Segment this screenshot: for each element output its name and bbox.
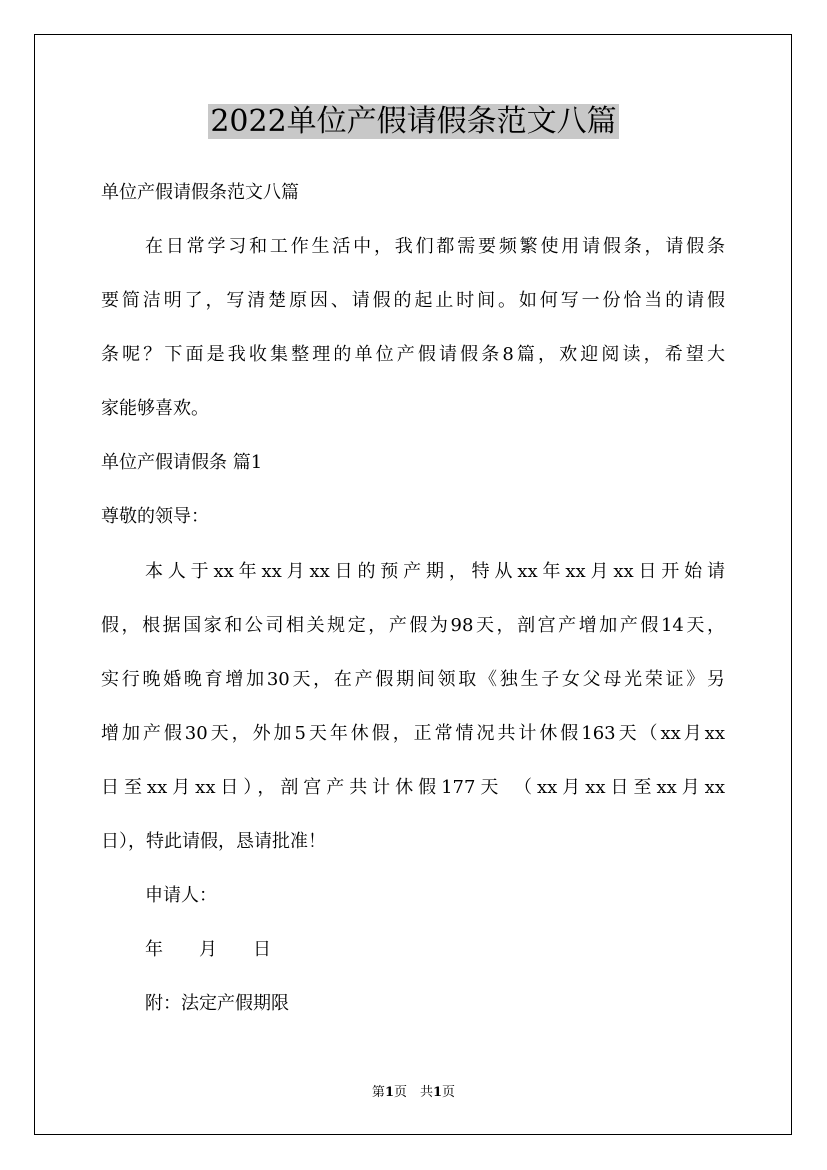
footer-suffix: 页 — [442, 1085, 456, 1100]
document-title-text: 2022单位产假请假条范文八篇 — [210, 104, 617, 139]
body-line-2: 假，根据国家和公司相关规定，产假为98天，剖宫产增加产假14天， — [101, 615, 725, 636]
footer-mid: 页 共 — [393, 1085, 433, 1100]
date-line: 年 月 日 — [145, 939, 271, 960]
body-line-6: 日），特此请假，恳请批准！ — [101, 831, 326, 852]
salutation: 尊敬的领导： — [101, 506, 209, 527]
document-subtitle: 单位产假请假条范文八篇 — [101, 182, 299, 203]
intro-line-4: 家能够喜欢。 — [101, 398, 209, 419]
section-heading: 单位产假请假条 篇1 — [101, 452, 263, 473]
footer-page-number: 1 — [384, 1085, 394, 1100]
intro-line-2: 要简洁明了，写清楚原因、请假的起止时间。如何写一份恰当的请假 — [101, 290, 725, 311]
page-footer — [0, 1084, 827, 1102]
intro-line-1: 在日常学习和工作生活中，我们都需要频繁使用请假条，请假条 — [145, 236, 725, 257]
applicant-label: 申请人： — [145, 885, 217, 906]
body-line-1: 本人于xx年xx月xx日的预产期，特从xx年xx月xx日开始请 — [145, 561, 725, 582]
document-title — [0, 100, 827, 144]
body-line-4: 增加产假30天，外加5天年休假，正常情况共计休假163天（xx月xx — [101, 723, 725, 744]
body-line-5: 日至xx月xx日），剖宫产共计休假177天 （xx月xx日至xx月xx — [101, 777, 725, 798]
footer-total-pages: 1 — [433, 1085, 443, 1100]
footer-prefix: 第 — [371, 1085, 385, 1100]
intro-line-3: 条呢？下面是我收集整理的单位产假请假条8篇，欢迎阅读，希望大 — [101, 344, 725, 365]
body-line-3: 实行晚婚晚育增加30天，在产假期间领取《独生子女父母光荣证》另 — [101, 669, 725, 690]
attachment-note: 附：法定产假期限 — [145, 993, 289, 1014]
